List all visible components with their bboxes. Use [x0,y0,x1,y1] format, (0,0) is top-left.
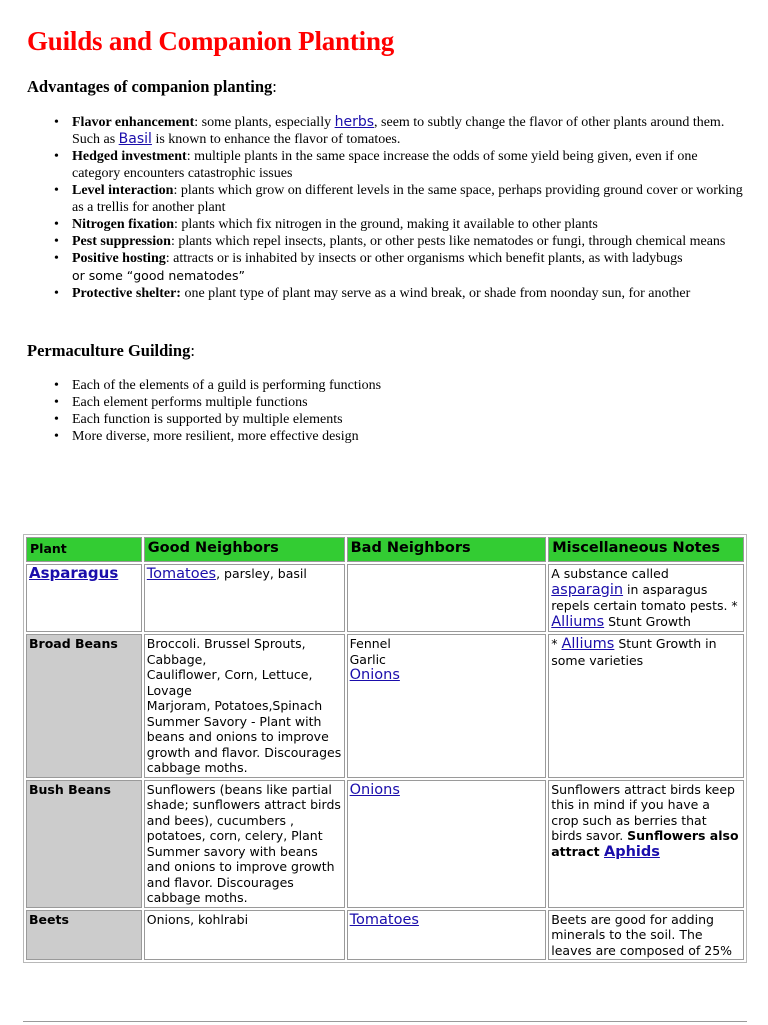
cell-text: in asparagus repels certain tomato pests. * [551,581,738,613]
list-item-term: Pest suppression [72,234,171,249]
list-item-text: or some “good nematodes” [72,268,245,283]
list-item-text: is known to enhance the flavor of tomatoes. [151,132,401,147]
advantages-heading [27,77,277,97]
tomatoes-link[interactable]: Tomatoes [349,911,419,928]
guilding-list [54,377,744,445]
guilding-heading [27,341,195,361]
header-plant: Plant [26,537,142,562]
asparagin-link[interactable]: asparagin [551,581,624,598]
cell-line: Broccoli. Brussel Sprouts, [146,636,306,651]
list-item: • Each function is supported by multiple elements [54,411,744,428]
cell-text: Stunt Growth [604,613,691,629]
header-bad-neighbors: Bad Neighbors [347,537,547,562]
table-row [26,564,744,632]
list-item [54,233,744,250]
page-title: Guilds and Companion Planting [27,26,395,56]
cell-line: Cauliflower, Corn, Lettuce, [146,667,313,682]
list-item-term: Hedged investment [72,149,187,164]
cell-text: A substance called [551,566,669,581]
list-item [54,216,744,233]
herbs-link[interactable]: herbs [334,114,375,130]
table-row [26,910,744,961]
plant-cell: Broad Beans [26,634,142,778]
guilding-heading-text: Permaculture Guilding [27,341,191,360]
good-neighbors-cell: Sunflowers (beans like partial shade; sunflowers attract birds and bees), cucumbers , potatoes, corn, celery, Plant Summer savory with beans and onions to improve growth and flavor. Discourages cabbage moths. [144,780,345,908]
list-item-text: : plants which grow on different levels in the same space, perhaps providing ground cover or working as a trellis for another plant [72,183,743,215]
list-item-text: : some plants, especially [194,115,335,130]
list-item-text: : multiple plants in the same space increase the odds of some yield being given, even if one category encounters catastrophic issues [72,149,698,181]
list-item-term: Flavor enhancement [72,115,195,130]
alliums-link[interactable]: Alliums [561,636,615,652]
list-item-text: , seem to subtly change the flavor of other plants around them. Such as [72,115,725,147]
cell-text: * [551,636,562,651]
list-item: • Each element performs multiple functions [54,394,744,411]
next-table-edge [23,1021,747,1025]
companion-planting-table [23,534,747,963]
notes-cell [548,564,744,632]
bad-neighbors-cell [347,634,547,778]
plant-cell: Beets [26,910,142,961]
table-row [26,780,744,908]
table-header-row [26,537,744,562]
advantages-heading-text: Advantages of companion planting [27,77,273,96]
list-item: • Each of the elements of a guild is performing functions [54,377,744,394]
list-item-text: : plants which fix nitrogen in the ground, making it available to other plants [174,217,598,232]
notes-cell [548,634,744,778]
list-item: • More diverse, more resilient, more effective design [54,428,744,445]
cell-line: Marjoram, Potatoes,Spinach [146,698,323,713]
header-good-neighbors: Good Neighbors [144,537,345,562]
cell-line: Garlic [349,651,386,667]
list-item-text: : plants which repel insects, plants, or other pests like nematodes or fungi, through chemical means [170,234,726,249]
good-neighbors-cell: Onions, kohlrabi [144,910,345,961]
list-item [54,182,744,216]
list-item-term: Nitrogen fixation [72,217,175,232]
list-item [54,148,744,182]
guilding-heading-colon: : [190,341,195,360]
good-neighbors-cell [144,564,345,632]
cell-line: Summer Savory - Plant with beans and onions to improve growth and flavor. Discourages cabbage moths. [146,713,342,775]
tomatoes-link[interactable]: Tomatoes [146,566,217,582]
cell-line: Cabbage, [146,651,207,667]
list-item-term: Positive hosting [72,251,166,266]
table-row [26,634,744,778]
onions-link[interactable]: Onions [349,781,400,798]
cell-text: Stunt Growth in some varieties [551,636,717,668]
aphids-link[interactable]: Aphids [603,843,660,860]
cell-line: Lovage [146,682,192,698]
list-item [54,250,744,285]
list-item [54,114,744,148]
advantages-heading-colon: : [272,77,277,96]
basil-link[interactable]: Basil [118,131,152,147]
list-item-term: Protective shelter: [72,286,181,301]
cell-text-bold: Sunflowers also attract [551,828,739,859]
list-item-text: : attracts or is inhabited by insects or other organisms which benefit plants, as with ladybugs [165,251,683,266]
list-item-term: Level interaction [72,183,174,198]
cell-text: Sunflowers attract birds keep this in mind if you have a crop such as berries that birds savor. [551,781,735,843]
plant-cell [26,564,142,632]
bad-neighbors-cell [347,564,547,632]
notes-cell [548,780,744,908]
header-misc-notes: Miscellaneous Notes [548,537,744,562]
good-neighbors-cell [144,634,345,778]
advantages-list [54,114,744,302]
bad-neighbors-cell [347,780,547,908]
plant-cell: Bush Beans [26,780,142,908]
list-item-text: one plant type of plant may serve as a wind break, or shade from noonday sun, for another [180,286,691,301]
list-item [54,285,744,302]
alliums-link[interactable]: Alliums [551,613,605,630]
onions-link[interactable]: Onions [349,667,400,683]
asparagus-link[interactable]: Asparagus [29,564,119,582]
cell-line: Fennel [349,636,391,651]
cell-text: , parsley, basil [216,566,307,581]
notes-cell: Beets are good for adding minerals to the soil. The leaves are composed of 25% [548,910,744,961]
bad-neighbors-cell [347,910,547,961]
